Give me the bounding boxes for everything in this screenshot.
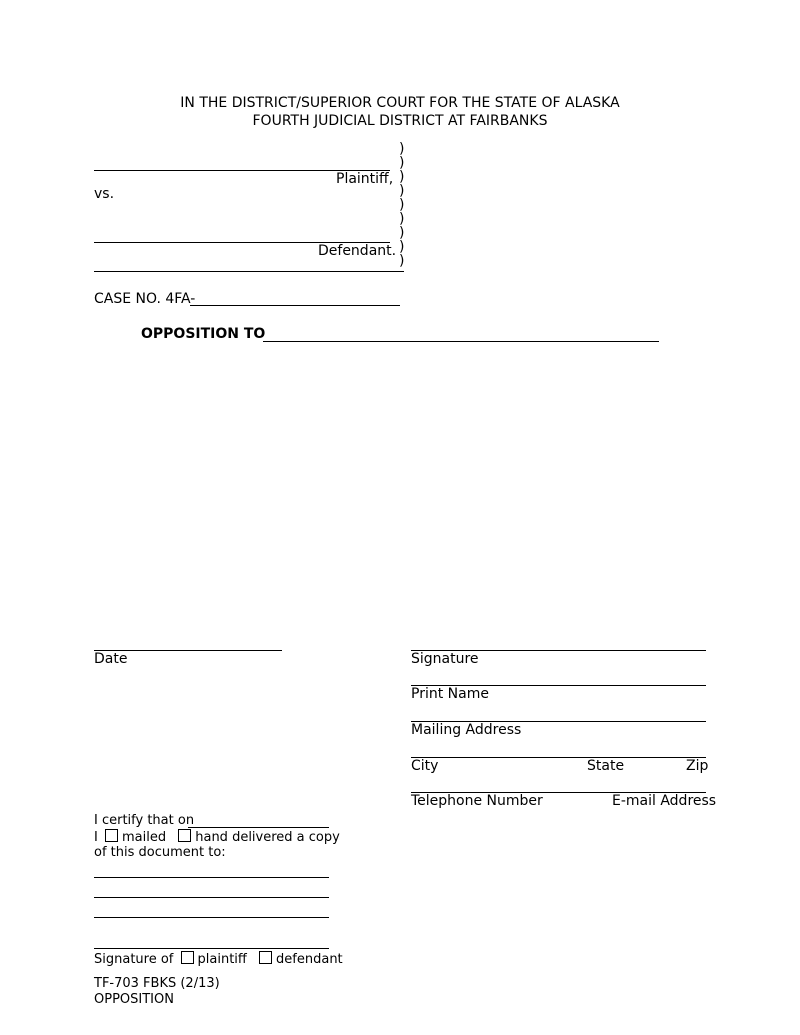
defendant-label: Defendant.: [318, 243, 397, 259]
opposition-title: OPPOSITION TO: [141, 326, 266, 342]
paren-6: ): [399, 211, 405, 227]
mailed-checkbox[interactable]: [105, 829, 118, 842]
plaintiff-option[interactable]: [178, 952, 247, 967]
email-label: E-mail Address: [612, 793, 717, 809]
paren-8: ): [399, 239, 405, 255]
zip-label: Zip: [686, 758, 709, 774]
served-party-line-2[interactable]: [94, 897, 329, 898]
telephone-label: Telephone Number: [411, 793, 543, 809]
court-name-line1: IN THE DISTRICT/SUPERIOR COURT FOR THE STATE OF ALASKA: [180, 95, 620, 111]
paren-7: ): [399, 225, 405, 241]
plaintiff-label: Plaintiff,: [336, 171, 394, 187]
case-number-field[interactable]: [190, 305, 400, 306]
hand-delivered-checkbox[interactable]: [178, 829, 191, 842]
paren-3: ): [399, 169, 405, 185]
plaintiff-checkbox[interactable]: [181, 951, 194, 964]
paren-9: ): [399, 253, 405, 269]
form-number: TF-703 FBKS (2/13): [94, 976, 220, 991]
service-method-row: [94, 829, 340, 845]
court-name-line2: FOURTH JUDICIAL DISTRICT AT FAIRBANKS: [252, 113, 548, 129]
of-document-label: of this document to:: [94, 845, 226, 860]
date-label: Date: [94, 651, 128, 667]
caption-bottom-line: [94, 271, 404, 272]
hand-delivered-label: hand delivered a copy: [195, 830, 340, 845]
mailing-address-label: Mailing Address: [411, 722, 522, 738]
paren-4: ): [399, 183, 405, 199]
defendant-option[interactable]: [251, 952, 343, 967]
print-name-label: Print Name: [411, 686, 489, 702]
plaintiff-option-label: plaintiff: [197, 952, 247, 967]
defendant-checkbox[interactable]: [259, 951, 272, 964]
paren-2: ): [399, 155, 405, 171]
defendant-option-label: defendant: [276, 952, 343, 967]
signature-of-row: [94, 951, 343, 967]
certify-date-field[interactable]: [188, 827, 329, 828]
i-label: I: [94, 830, 98, 845]
form-name: OPPOSITION: [94, 992, 174, 1007]
hand-delivered-option[interactable]: [170, 830, 340, 845]
paren-5: ): [399, 197, 405, 213]
served-party-line-1[interactable]: [94, 877, 329, 878]
case-number-label: CASE NO. 4FA-: [94, 291, 196, 307]
state-label: State: [587, 758, 625, 774]
city-state-zip-field[interactable]: [411, 757, 706, 758]
signature-of-label: Signature of: [94, 952, 174, 967]
city-label: City: [411, 758, 439, 774]
signature-label: Signature: [411, 651, 479, 667]
certify-label: I certify that on: [94, 813, 195, 828]
mailed-option[interactable]: [102, 830, 166, 845]
vs-label: vs.: [94, 186, 115, 202]
mailed-label: mailed: [121, 830, 167, 845]
opposition-subject-field[interactable]: [263, 341, 659, 342]
certificate-signature-line[interactable]: [94, 948, 329, 949]
served-party-line-3[interactable]: [94, 917, 329, 918]
paren-1: ): [399, 141, 405, 157]
